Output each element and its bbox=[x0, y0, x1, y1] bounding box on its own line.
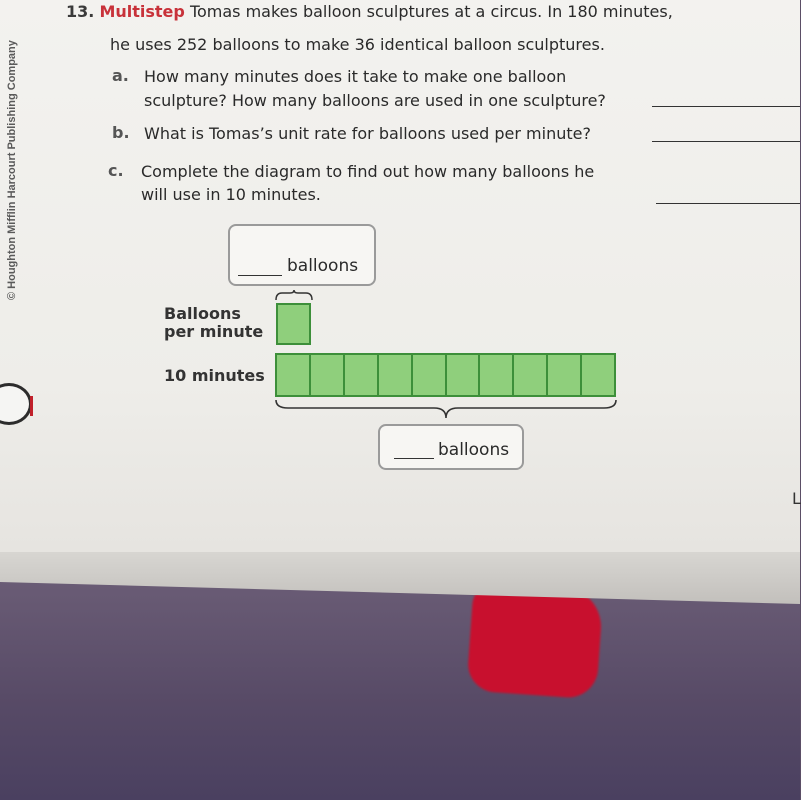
binder-mark bbox=[30, 396, 33, 416]
tape-segment bbox=[277, 355, 311, 395]
tape-segment bbox=[447, 355, 481, 395]
tape-segment bbox=[514, 355, 548, 395]
part-a-text-1: How many minutes does it take to make one balloon bbox=[144, 67, 567, 86]
part-c-text-1: Complete the diagram to find out how many balloons he bbox=[141, 162, 595, 181]
top-balloons-label: balloons bbox=[287, 256, 359, 276]
ten-minute-tape bbox=[275, 353, 616, 397]
problem-heading: Multistep bbox=[99, 2, 185, 21]
part-b-answer-line[interactable] bbox=[652, 141, 800, 142]
tape-segment bbox=[548, 355, 582, 395]
tape-segment bbox=[311, 355, 345, 395]
bottom-balloons-label: balloons bbox=[438, 440, 510, 460]
part-a-text-2: sculpture? How many balloons are used in one sculpture? bbox=[144, 91, 606, 110]
tape-segment bbox=[413, 355, 447, 395]
bottom-answer-blank[interactable] bbox=[394, 458, 434, 459]
binder-hole bbox=[0, 383, 32, 425]
tape-segment bbox=[345, 355, 379, 395]
tape-segment bbox=[480, 355, 514, 395]
ten-minutes-label: 10 minutes bbox=[164, 366, 265, 385]
tape-brace bbox=[274, 398, 618, 422]
problem-line-1 bbox=[66, 2, 673, 21]
tape-segment bbox=[379, 355, 413, 395]
problem-text-1: Tomas makes balloon sculptures at a circus. In 180 minutes, bbox=[189, 2, 673, 21]
part-c-text-2: will use in 10 minutes. bbox=[141, 185, 321, 204]
page-edge-letter: L bbox=[792, 489, 801, 508]
row1-label-line2: per minute bbox=[164, 322, 264, 341]
unit-brace bbox=[274, 290, 314, 302]
problem-text-2: he uses 252 balloons to make 36 identical balloon sculptures. bbox=[110, 35, 605, 54]
part-a-letter: a. bbox=[112, 66, 129, 85]
unit-rate-box bbox=[276, 303, 311, 345]
part-b-text: What is Tomas’s unit rate for balloons used per minute? bbox=[144, 124, 591, 143]
problem-number: 13. bbox=[66, 2, 95, 21]
part-c-letter: c. bbox=[108, 161, 124, 180]
part-a-answer-line[interactable] bbox=[652, 106, 800, 107]
row1-label-line1: Balloons bbox=[164, 304, 241, 323]
balloons-per-minute-label bbox=[164, 305, 263, 341]
tape-segment bbox=[582, 355, 614, 395]
part-b-letter: b. bbox=[112, 123, 130, 142]
red-object bbox=[466, 581, 603, 700]
top-answer-blank[interactable] bbox=[238, 275, 282, 276]
copyright-notice: © Houghton Mifflin Harcourt Publishing Company bbox=[6, 40, 18, 300]
part-c-answer-line[interactable] bbox=[656, 203, 800, 204]
top-balloons-box bbox=[228, 224, 376, 286]
